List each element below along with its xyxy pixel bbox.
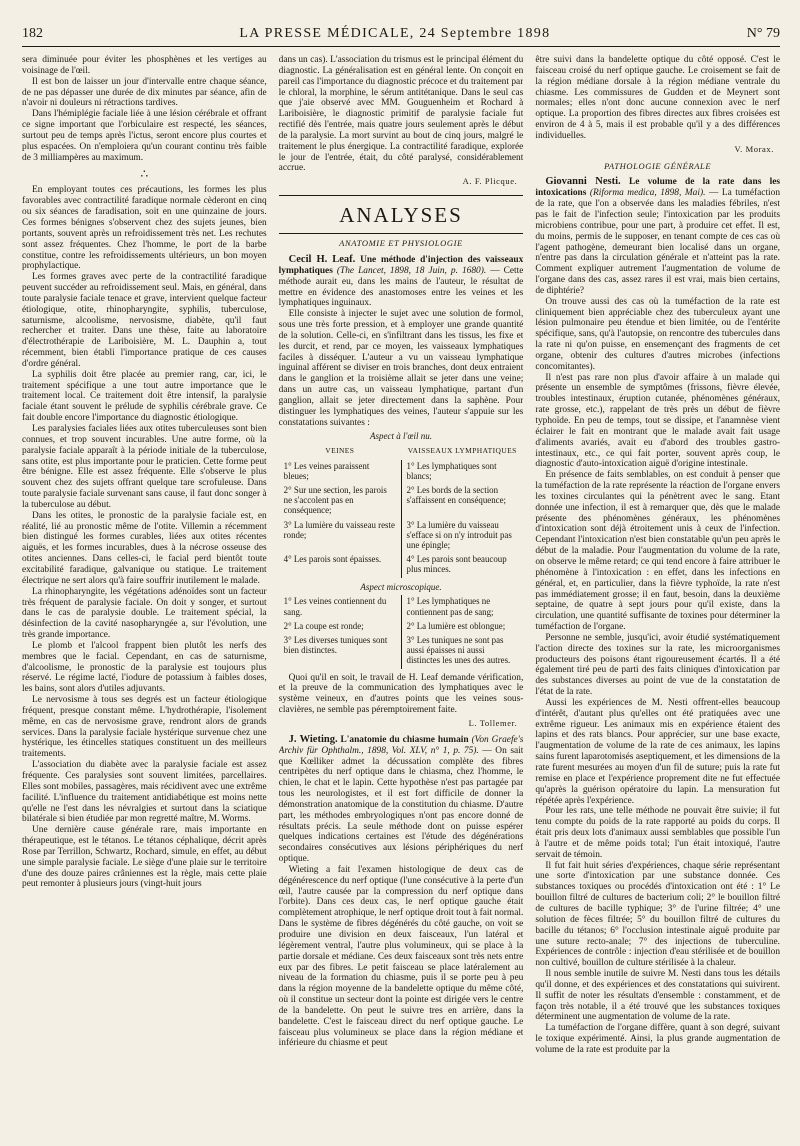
table-cell: 1° Les veines contiennent du sang. [279,595,401,619]
author-signature: L. Tollemer. [468,717,518,728]
paragraph: Wieting a fait l'examen histologique de deux cas de dégénérescence du nerf optique (l'une consécutive à la perte d'un œil, l'autre causée par la compression du nerf optique dans l'orbite). Dans ces deux cas, le nerf optique gauche était complètement atrophique, le nerf optique droit tout à fait normal. Dans le système de fibres dégénérés du côté gauche, on voit se produire une division en deux faisceaux, l'un latéral et légèrement ventral, l'autre plus volumineux, qui se place à la partie dorsale et médiane. Ces deux faisceaux sont très nets entre eux par des fibres. Le petit faisceau se place latéralement au niveau de la formation du chiasme, puis il se porte peu à peu dans la région moyenne de la bandelette optique du même côté, où il constitue un secteur dont la pointe est dirigée vers le centre de la bandelette. On peut le suivre tres en arrière, dans la bandelette. C'est le faisceau direct du nerf optique gauche. Le faisceau plus volumineux se place dans la région médiane et inférieure du chiasme et peut [278,864,524,1049]
article-intro [279,735,524,865]
section-separator: ∴ [140,167,149,182]
table-cell: 1° Les lymphatiques sont blancs; [406,460,497,481]
paragraph: L'association du diabète avec la paralysie faciale est assez fréquente. Ces paralysies sont souvent limitées, parcellaires. Elles sont mobiles, passagères, mais récidivent avec une extrême facilité. L'influence du traitement antidiabétique est moins nette qu'elle ne l'est dans les névralgies et surtout dans la sciatique bilatérale si bien étudiée par mon regretté maître, M. Worms. [22,760,267,825]
article-reference: (Von Graefe's Archiv für Ophthalm., 1898, Vol. XLV, n° 1, p. 75). [278,734,524,756]
article-title: Le volume de la rate dans les intoxications [535,177,781,199]
paragraph: Elle consiste à injecter le sujet avec une solution de formol, sous une très forte pression, et à employer une grande quantité de la solution. Celle-ci, en s'infiltrant dans les tissus, les fixe et les durcit, et rend, par ce moyen, les vaisseaux lymphatiques faciles à disséquer. L'auteur a vu un vaisseau lymphatique inguinal afférent se diviser en trois branches, dont deux entraient dans le ganglion et la troisième allait se jeter dans une veine; dans un autre cas, un vaisseau lymphatique, partant d'un ganglion, allait se jeter directement dans la saphène. Pour distinguer les lymphatiques des veines, l'auteur s'appuie sur les constatations suivantes : [278,309,524,428]
article-body: — On sait que Kœlliker admet la décussation complète des fibres centripètes du nerf optique dans le chiasma, chez l'homme, le chien, le chat et le lapin. Cette hypothèse n'est pas partagée par tous les neurologistes, et il est fort difficile de donner la démonstration anatomique de la constitution du chiasme. D'autre part, les méthodes embryologiques n'ont pas encore donné de résultats précis. La seule méthode dont on puisse espérer quelques indications certaines est l'étude des dégénérations secondaires consécutives aux lésions périphériques du nerf optique. [278,745,524,865]
paragraph: Il est bon de laisser un jour d'intervalle entre chaque séance, de ne pas dépasser une durée de dix minutes par séance, afin de n'avoir ni douleurs ni rétractions tardives. [22,76,267,109]
article-author: Cecil H. Leaf. [288,253,356,265]
paragraph: Personne ne semble, jusqu'ici, avoir étudié systématiquement l'action directe des toxines sur la rate, les microorganismes producteurs des poisons étant rigoureusement écartés. Il a été également tiré peu de parti des faits cliniques d'intoxication par des substances diverses au point de vue de la constatation de l'état de la rate. [535,632,781,698]
paragraph: dans un cas). L'association du trismus est le principal élément du diagnostic. La généralisation est en général lente. On conçoit en pareil cas l'importance du diagnostic précoce et du traitement par le chloral, la morphine, le sérum antitétanique. Dans le seul cas que j'aie observé avec MM. Gouguenheim et Rochard à Lariboisière, le diagnostic primitif de paralysie faciale fut rectifié dès l'entrée, mais quatre jours seulement après le début de la paralysie. La mort survint au bout de cinq jours, malgré le traitement le plus énergique. La contractilité faradique, explorée le jour de l'entrée, était, du côté paralysé, considérablement accrue. [278,55,524,174]
paragraph: Les formes graves avec perte de la contractilité faradique peuvent succéder au refroidissement seul. Mais, en général, dans toute paralysie faciale tenace et grave, intervient quelque facteur étiologique, otite, rhinopharyngite, syphilis, tuberculose, saturnisme, alcoolisme, nervosisme, diabète, qu'il faut rechercher et traiter. Dans une thèse, faite au laboratoire d'électrothérapie de Lariboisière, M. L. Dauphin a, tout récemment, bien établi l'importance pratique de ces causes d'ordre général. [22,272,267,369]
paragraph: La syphilis doit être placée au premier rang, car, ici, le traitement spécifique a une tout autre importance que le traitement local. Ce traitement doit être intensif, la paralysie faciale étant souvent le prélude de syphilis cérébrale grave. Ce fait double encore l'importance du diagnostic étiologique. [22,369,267,424]
paragraph: Le nervosisme à tous ses degrés est un facteur étiologique fréquent, presque constant même. L'hydrothérapie, l'isolement même, en cas de nervosisme grave, rendront alors de grands services. Dans la paralysie faciale hystérique survenue chez une hystérique, les étincelles statiques constituent un des meilleurs traitements. [22,695,267,760]
paragraph: La rhinopharyngite, les végétations adénoïdes sont un facteur très fréquent de paralysie faciale. On doit y songer, et surtout dans le cas de paralysie double. Le traitement spécial, la désinfection de la cavité nasopharyngée a, sur l'évolution, une très grande importance. [22,586,267,641]
table-cell: 2° Sur une section, les parois ne s'accolent pas en conséquence; [279,484,401,519]
paragraph: Il nous semble inutile de suivre M. Nesti dans tous les détails qu'il donne, et des expériences et des constatations qui suivirent. Il suffit de noter les résultats d'ensemble : constamment, et de façon très notable, il a été trouvé que les substances toxiques déterminent une augmentation de volume de la rate. [535,969,781,1023]
paragraph: Dans les otites, le pronostic de la paralysie faciale est, en réalité, lié au pronostic même de l'otite. Villemin a récemment bien distingué les formes curables, liées aux otites récentes aiguës, et les formes incurables, dues à la nécrose osseuse des otites anciennes. Dans celles-ci, le facial perd bientôt toute excitabilité faradique, galvanique ou statique. Le traitement électrique ne sert alors qu'à faire souffrir inutilement le malade. [22,510,267,586]
paragraph: Une dernière cause générale rare, mais importante en thérapeutique, est le tétanos. Le tétanos céphalique, décrit après Rose par Terrillon, Schwartz, Rochard, simule, en effet, au début une simple paralysie faciale. Le siège d'une plaie sur le territoire d'une des douze paires crâniennes est la règle, mais cette plaie peut remonter à plusieurs jours (vingt-huit jours [22,825,267,890]
paragraph: Il fut fait huit séries d'expériences, chaque série représentant une sorte d'intoxication par une substance donnée. Ces substances toxiques ou procédés d'intoxication ont été : 1° Le bouillon filtré de cultures de bacterium coli; 2° le bouillon filtré de cultures de bacille typhique; 3° de l'urine filtrée; 4° une solution de fèces filtrée; 5° du bouillon filtré de cultures du bacille du tétanos; 6° l'occlusion intestinale aiguë produite par une suture recto-anale; 7° des injections de tuberculine. Expériences de contrôle : injection d'eau stérilisée et de bouillon non cultivé, bouillon de culture stérilisée à la chaleur. [535,860,781,969]
article-title: L'anatomie du chiasme humain [340,734,469,745]
paragraph: Dans l'hémiplégie faciale liée à une lésion cérébrale et offrant ce signe important que l'orbiculaire est respecté, les séances, surtout peu de temps après l'ictus, seront encore plus courtes et plus espacées. On n'emploiera qu'un courant continu très faible de 3 milliampères au maximum. [22,109,267,163]
page-header [22,26,780,47]
column-right [535,55,780,1146]
paragraph: sera diminuée pour éviter les phosphènes et les vertiges au voisinage de l'œil. [22,55,267,76]
column-left [22,55,267,1146]
paragraph: En présence de faits semblables, on est conduit à penser que la tuméfaction de la rate représente la réaction de l'organe envers les toxines circulantes qui la pénètrent avec le sang. Etant donnée une infection, il est à remarquer que, dès que le malade présente des phénomènes généraux, les phénomènes d'intoxication sont déjà étroitement unis à ceux de l'infection. Cependant l'intoxication n'est bien constatable qu'un peu après le début de la maladie. Pour l'augmentation du volume de la rate, on observe le même retard; ce qui tend encore à faire attribuer le phénomène à l'intoxication : en effet, dans les infections en général, et, en particulier, dans la fièvre typhoïde, la rate n'est pas immédiatement grosse; il en faut, besoin, dans la deuxième septaine, de quatre à sept jours pour qu'il existe, dans la circulation, une quantité suffisante de toxines pour déterminer la tuméfaction de l'organe. [535,470,781,633]
section-heading: PATHOLOGIE GÉNÉRALE [604,160,712,171]
table-row [279,460,524,484]
table-cell: 1° Les lymphatiques ne contiennent pas de sang; [406,596,494,617]
table-cell: 4° Les parois sont épaisses. [279,553,401,577]
comparison-table-microscopic [279,595,524,668]
table-cell: 4° Les parois sont beaucoup plus minces. [406,554,507,575]
article-title: Une méthode d'injection des vaisseaux lymphatiques [278,254,524,276]
article-intro [279,255,524,309]
table-row [279,519,524,554]
table-cell: 1° Les veines paraissent bleues; [279,460,401,484]
article-author: Giovanni Nesti. [545,176,621,188]
text-columns [22,55,780,1146]
column-middle [279,55,524,1146]
paragraph: Le plomb et l'alcool frappent bien plutôt les nerfs des membres que le facial. Cependant, en cas de saturnisme, d'alcoolisme, le pronostic de la paralysie est toujours plus réservé. Le régime lacté, l'iodure de potassium à faibles doses, les bains, sont alors d'utiles adjuvants. [22,640,267,695]
table-cell: 2° Les bords de la section s'affaissent en conséquence; [406,484,507,506]
paragraph: La tuméfaction de l'organe diffère, quant à son degré, suivant le toxique expérimenté. Ainsi, la plus grande augmentation de volume de la rate est produite par la [535,1023,781,1055]
issue-number: N° 79 [746,26,780,41]
author-signature: V. Morax. [734,143,775,154]
paragraph: être suivi dans la bandelette optique du côté opposé. C'est le faisceau croisé du nerf optique gauche. Le croisement se fait de la région médiane dorsale à la région médiane ventrale du chiasme. Les commissures de Gudden et de Meynert sont normales; elles n'ont donc aucune connexion avec le nerf optique. La proportion des fibres directes aux fibres croisées est environ de 4 à 5, mais il est probable qu'il y a des différences individuelles. [535,55,781,141]
article-intro [535,177,780,296]
table-row [279,484,524,519]
section-heading: ANATOMIE ET PHYSIOLOGIE [339,238,463,249]
article-body: — Cette méthode aurait eu, dans les mains de l'auteur, le résultat de mettre en évidence des anastomoses entre les veines et les lymphatiques inguinaux. [278,265,524,309]
table-row [279,620,524,634]
table-cell: 3° La lumière du vaisseau s'efface si on n'y introduit pas une épingle; [406,519,512,550]
table-row [279,595,524,619]
paragraph: Les paralysies faciales liées aux otites tuberculeuses sont bien connues, et trop souvent incurables. Une autre forme, où la paralysie faciale apparaît à la période initiale de la tuberculose, sans otite, est plus importante pour le praticien. Cette forme peut être bénigne. Elle est assez fréquente. Elle s'observe le plus souvent chez des sujets offrant quelque tare scrofuleuse. Dans toute paralysie faciale survenant sans cause, il faut donc songer à la tuberculose au début. [22,424,267,510]
table-caption: Aspect à l'œil nu. [370,431,432,442]
table-cell: 3° La lumière du vaisseau reste ronde; [279,519,401,554]
table-cell: 3° Les diverses tuniques sont bien distinctes. [279,634,401,669]
paragraph: On trouve aussi des cas où la tuméfaction de la rate est cliniquement bien appréciable chez des tuberculeux ayant une lésion pulmonaire peu étendue et bien limitée, ou de l'entérite spécifique, sans, qu'à l'autopsie, on rencontre des tubercules dans la rate ni qu'on puisse, en ensemençant des fragments de cet organe, obtenir des cultures d'autres microbes (infections concomitantes). [535,296,781,372]
table-row [279,634,524,669]
analyses-heading: ANALYSES [279,195,524,234]
paragraph: En employant toutes ces précautions, les formes les plus favorables avec contractilité faradique normale cèderont en cinq ou six séances de faradisation, soit en une quinzaine de jours. Ces formes bénignes s'observent chez des sujets jeunes, bien portants, souvent après un refroidissement très net. Les rechutes sont assez fréquentes. Chez l'homme, le port de la barbe constitue, contre les refroidissements ultérieurs, un bon moyen prophylactique. [22,185,267,272]
page-number: 182 [22,26,43,41]
table-cell: 2° La coupe est ronde; [279,620,401,634]
table-header-veines: VEINES [325,446,355,456]
paragraph: Pour les rats, une telle méthode ne pouvait être suivie; il fut tenu compte du poids de la rate rapporté au poids du corps. Il était pris deux lots d'animaux aussi semblables que possible l'un à l'autre et de même poids total; l'un était intoxiqué, l'autre servait de témoin. [535,806,781,860]
author-signature: A. F. Plicque. [462,176,518,187]
article-author: J. Wieting. [288,733,338,745]
article-body: — La tuméfaction de la rate, que l'on a observée dans les maladies fébriles, n'est pas le fait de l'infection seule; l'intoxication par les produits microbiens contribue, pour une part, à produire cet effet. Il est, du moins, permis de le supposer, en tenant compte de ces cas où l'agent pathogène, demeurant bien localisé dans un organe, n'entre pas dans la circulation générale et n'atteint pas la rate. Comment expliquer autrement l'augmentation de volume de l'organe dans des cas, assez rares il est vrai, mais bien certains, de diphtérie? [535,188,781,296]
article-reference: (Riforma medica, 1898, Mai). [589,188,706,199]
table-cell: 2° La lumière est oblongue; [406,620,506,631]
table-caption: Aspect microscopique. [360,581,442,592]
paragraph: Aussi les expériences de M. Nesti offrent-elles beaucoup d'intérêt, d'autant plus qu'elles ont été pratiquées avec une extrême rigueur. Les animaux mis en expérience étaient des lapins et des rats blancs. Pour apprécier, sur une base exacte, l'augmentation de volume de la rate de ces animaux, les lapins sains furent laparotomisés aseptiquement, et les dimensions de la rate furent mesurées au moyen d'un fil de suture; puis la rate fut remise en place et l'expérience proprement dite ne fut effectuée qu'après la guérison opératoire du lapin. La mensuration fut répétée après l'expérience. [535,697,781,806]
paragraph: Il n'est pas rare non plus d'avoir affaire à un malade qui présente un ensemble de symptômes (frissons, fièvre élevée, troubles intestinaux, éruption cutanée, phénomènes généraux, rate grosse, etc.), rappelant de très près un début de fièvre typhoïde. En peu de temps, tout se dissipe, et l'anamnèse vient éclairer le fait en montrant que le malade avait fait usage d'aliments avariés, avait eu d'abord des troubles gastro-intestinaux, etc., ce qui fait porter, souvent après coup, le diagnostic d'auto-intoxication aiguë d'origine intestinale. [535,372,781,470]
paragraph: Quoi qu'il en soit, le travail de H. Leaf demande vérification, et la preuve de la communication des lymphatiques avec le système veineux, en d'autres points que les veines sous-clavières, ne semble pas péremptoirement faite. [278,672,524,716]
journal-title: LA PRESSE MÉDICALE, 24 Septembre 1898 [239,26,551,41]
table-cell: 3° Les tuniques ne sont pas aussi épaisses ni aussi distinctes les unes des autres. [406,635,511,666]
table-row [279,553,524,577]
comparison-table [279,445,524,577]
table-header-lymphatiques: VAISSEAUX LYMPHATIQUES [407,446,517,456]
article-reference: (The Lancet, 1898, 18 Juin, p. 1680). [336,265,487,276]
